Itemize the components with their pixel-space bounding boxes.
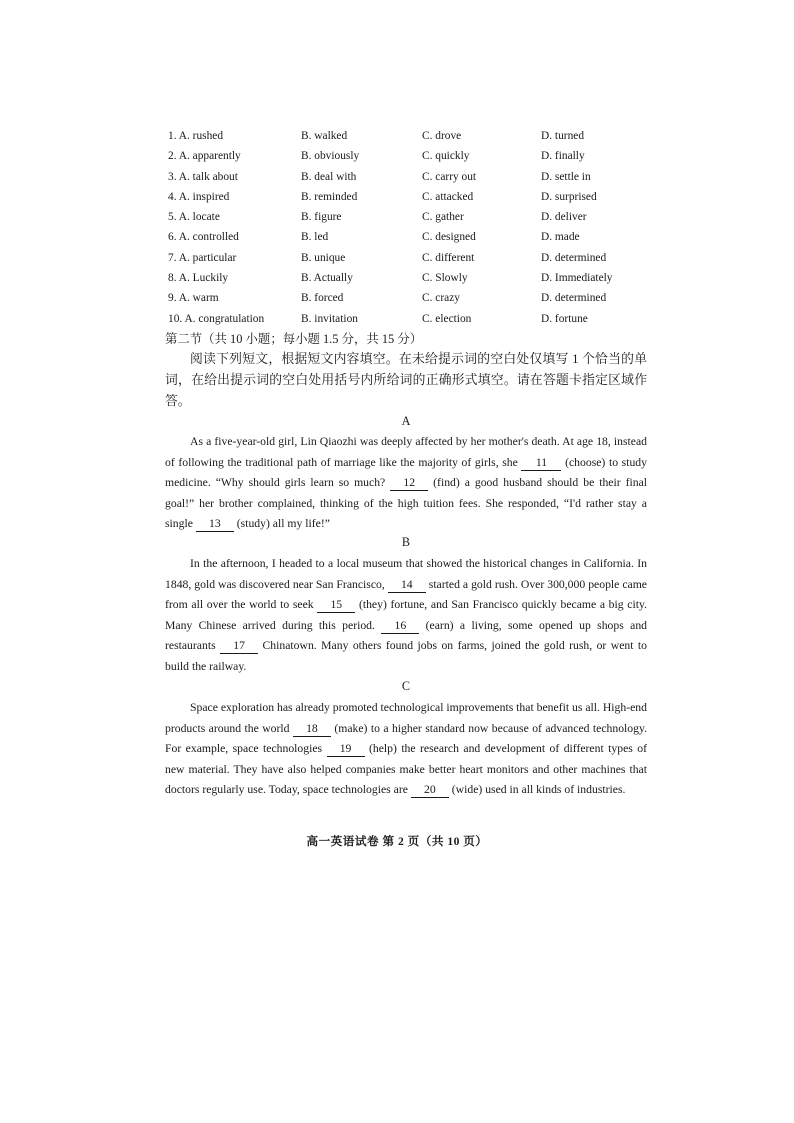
page-footer: 高一英语试卷 第 2 页（共 10 页） — [306, 835, 488, 848]
option-d: D. turned — [541, 130, 585, 142]
option-a: 5. A. locate — [168, 211, 220, 224]
option-row — [168, 207, 648, 227]
passage-text: (earn) a living, some opened up shops and restaurants — [165, 618, 648, 653]
passage-b-text — [165, 554, 647, 678]
blank-14[interactable]: 14 — [388, 578, 426, 593]
blank-20[interactable]: 20 — [411, 783, 449, 798]
option-a: 3. A. talk about — [168, 170, 238, 183]
option-b: B. Actually — [301, 272, 353, 285]
option-row — [168, 248, 648, 268]
option-c: C. drove — [422, 130, 462, 142]
passage-text: In the afternoon, I headed to a local museum that showed the historical changes in California. In 1848, gold was discovered near San Francisco, — [165, 557, 647, 591]
option-d: D. settle in — [541, 170, 591, 183]
passage-c-title: C — [401, 679, 411, 693]
blank-16[interactable]: 16 — [381, 619, 419, 634]
option-b: B. led — [301, 231, 329, 244]
option-c: C. election — [422, 312, 472, 325]
option-b: B. reminded — [301, 190, 358, 203]
multiple-choice-options — [168, 126, 648, 329]
option-c: C. crazy — [422, 292, 460, 305]
option-c: C. designed — [422, 231, 476, 244]
blank-18[interactable]: 18 — [293, 722, 331, 737]
option-b: B. walked — [301, 130, 348, 142]
passage-text: (help) the research and development of different types of new material. They have also helped companies make better heart monitors and other machines that doctors regularly use. Today, space technologies are — [165, 742, 647, 797]
passage-text: (find) a good husband should be their final goal!” her brother complained, thinking of the high tuition fees. She responded, “I'd rather stay a single — [165, 476, 648, 531]
passage-text: Chinatown. Many others found jobs on farms, joined the gold rush, or went to build the railway. — [165, 639, 647, 673]
blank-11[interactable]: 11 — [521, 456, 561, 471]
option-row — [168, 268, 648, 288]
option-a: 2. A. apparently — [168, 150, 241, 163]
option-a: 4. A. inspired — [168, 190, 230, 203]
option-b: B. unique — [301, 251, 346, 264]
option-a: 8. A. Luckily — [168, 272, 229, 285]
option-row — [168, 126, 648, 146]
option-d: D. deliver — [541, 211, 587, 224]
option-b: B. obviously — [301, 150, 360, 163]
passage-text: Space exploration has already promoted technological improvements that benefit us all. High-end products around the world — [165, 701, 647, 735]
option-d: D. fortune — [541, 312, 588, 325]
option-d: D. determined — [541, 251, 607, 264]
passage-c-text — [165, 698, 647, 801]
option-row — [168, 227, 648, 247]
option-row — [168, 309, 648, 329]
passage-text: (make) to a higher standard now because of advanced technology. For example, space technologies — [165, 721, 647, 756]
option-a: 9. A. warm — [168, 292, 219, 305]
option-d: D. made — [541, 231, 580, 244]
blank-17[interactable]: 17 — [220, 639, 258, 654]
option-b: B. invitation — [301, 312, 358, 325]
passage-a-title: A — [401, 414, 411, 428]
option-c: C. different — [422, 251, 475, 264]
blank-12[interactable]: 12 — [390, 476, 428, 491]
section-heading: 第二节（共 10 小题；每小题 1.5 分，共 15 分） — [165, 332, 423, 346]
option-c: C. carry out — [422, 170, 477, 183]
option-b: B. figure — [301, 211, 342, 224]
section-instructions: 阅读下列短文，根据短文内容填空。在未给提示词的空白处仅填写 1 个恰当的单词，在给出提示词的空白处用括号内所给词的正确形式填空。请在答题卡指定区域作答。 — [165, 352, 647, 408]
passage-text: (choose) to study medicine. “Why should girls learn so much? — [165, 455, 647, 490]
option-row — [168, 288, 648, 308]
option-c: C. gather — [422, 211, 464, 224]
passage-text: (study) all my life!” — [233, 517, 330, 531]
option-b: B. forced — [301, 292, 344, 305]
option-a: 6. A. controlled — [168, 231, 239, 244]
option-d: D. determined — [541, 292, 607, 305]
option-b: B. deal with — [301, 170, 357, 183]
option-d: D. Immediately — [541, 272, 613, 285]
option-c: C. Slowly — [422, 272, 468, 285]
blank-13[interactable]: 13 — [196, 517, 234, 532]
option-a: 10. A. congratulation — [168, 312, 265, 325]
passage-a-text — [165, 432, 647, 535]
option-d: D. surprised — [541, 190, 597, 203]
passage-text: started a gold rush. Over 300,000 people came from all over the world to seek — [165, 577, 647, 612]
option-row — [168, 146, 648, 166]
passage-text: As a five-year-old girl, Lin Qiaozhi was deeply affected by her mother's death. At age 18, instead of following the traditional path of marriage like the majority of girls, she — [165, 435, 647, 469]
option-row — [168, 187, 648, 207]
option-c: C. quickly — [422, 150, 470, 163]
passage-text: (wide) used in all kinds of industries. — [448, 783, 626, 797]
passage-b-title: B — [401, 535, 411, 549]
option-d: D. finally — [541, 150, 585, 163]
option-row — [168, 167, 648, 187]
option-a: 1. A. rushed — [168, 130, 224, 142]
blank-19[interactable]: 19 — [327, 742, 365, 757]
blank-15[interactable]: 15 — [317, 598, 355, 613]
option-a: 7. A. particular — [168, 251, 237, 264]
passage-text: (they) fortune, and San Francisco quickly became a big city. Many Chinese arrived during this period. — [165, 598, 647, 632]
option-c: C. attacked — [422, 190, 474, 203]
